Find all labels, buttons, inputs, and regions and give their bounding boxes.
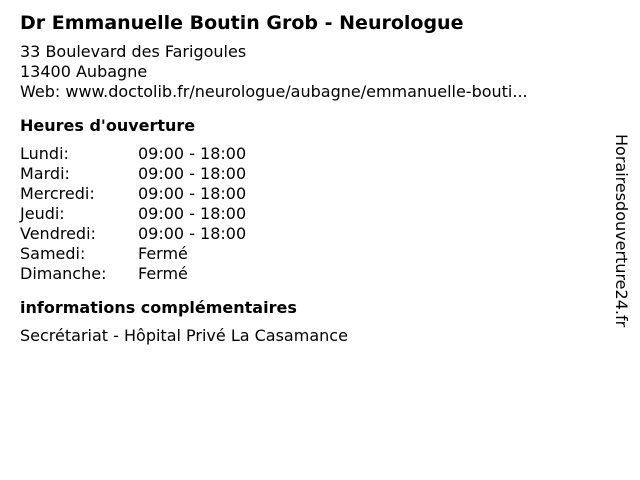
site-watermark: Horairesdouverture24.fr (612, 134, 631, 328)
day-label: Dimanche: (20, 264, 107, 283)
additional-info-heading: informations complémentaires (20, 298, 297, 317)
website-line[interactable]: Web: www.doctolib.fr/neurologue/aubagne/emmanuelle-bouti... (20, 82, 528, 101)
hours-row-vendredi (20, 224, 600, 244)
hours-row-dimanche (20, 264, 600, 284)
day-label: Lundi: (20, 144, 69, 163)
hours-row-mardi (20, 164, 600, 184)
time-value: 09:00 - 18:00 (138, 204, 247, 223)
hours-row-jeudi (20, 204, 600, 224)
hours-row-samedi (20, 244, 600, 264)
additional-info-text: Secrétariat - Hôpital Privé La Casamance (20, 326, 348, 345)
day-label: Vendredi: (20, 224, 96, 243)
time-value: 09:00 - 18:00 (138, 144, 247, 163)
hours-row-lundi (20, 144, 600, 164)
time-value: 09:00 - 18:00 (138, 164, 247, 183)
day-label: Mercredi: (20, 184, 95, 203)
address-block (20, 42, 600, 102)
address-street: 33 Boulevard des Farigoules (20, 42, 247, 61)
hours-row-mercredi (20, 184, 600, 204)
opening-hours-heading: Heures d'ouverture (20, 116, 196, 135)
business-card (20, 10, 600, 346)
opening-hours-table (20, 144, 600, 284)
time-value: 09:00 - 18:00 (138, 224, 247, 243)
time-value: 09:00 - 18:00 (138, 184, 247, 203)
time-value: Fermé (138, 264, 188, 283)
address-city: 13400 Aubagne (20, 62, 148, 81)
page-title: Dr Emmanuelle Boutin Grob - Neurologue (20, 12, 464, 34)
day-label: Jeudi: (20, 204, 65, 223)
day-label: Samedi: (20, 244, 86, 263)
time-value: Fermé (138, 244, 188, 263)
day-label: Mardi: (20, 164, 70, 183)
